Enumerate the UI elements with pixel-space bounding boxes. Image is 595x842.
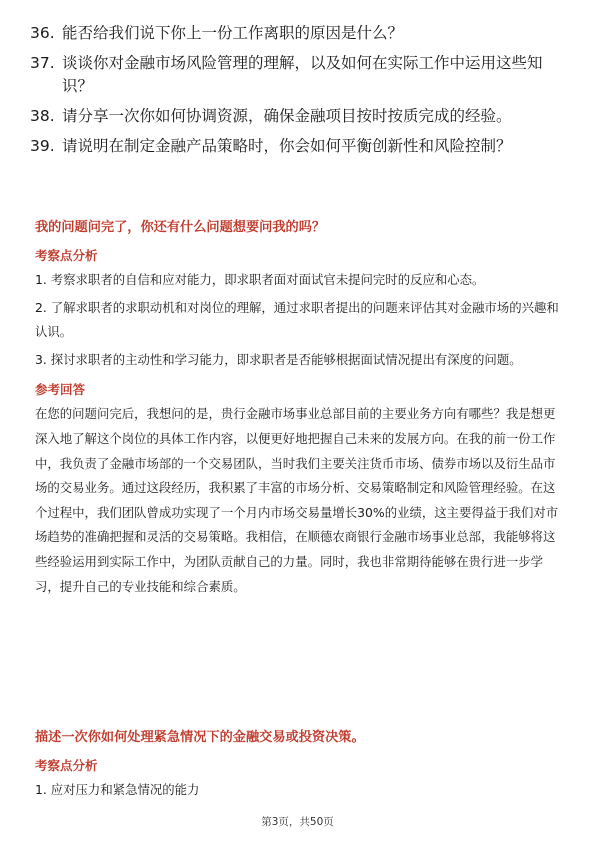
section-title: 我的问题问完了，你还有什么问题想要问我的吗？	[35, 220, 326, 235]
question-number: 36.	[30, 24, 55, 42]
page-footer: 第3页，共50页	[261, 816, 334, 828]
question-text: 请说明在制定金融产品策略时，你会如何平衡创新性和风险控制？	[62, 137, 512, 155]
analysis-label: 考察点分析	[35, 248, 98, 263]
question-item	[30, 105, 565, 128]
question-number: 39.	[30, 137, 55, 155]
question-list	[30, 22, 565, 165]
answer-label: 参考回答	[35, 382, 86, 398]
question-item	[30, 135, 565, 158]
question-item	[30, 22, 565, 45]
answer-paragraph: 在您的问题问完后，我想问的是，贵行金融市场事业总部目前的主要业务方向有哪些？我是想更深入地了解这个岗位的具体工作内容，以便更好地把握自己未来的发展方向。在我的前一份工作中，我负责了金融市场部的一个交易团队，当时我们主要关注货币市场、债券市场以及衍生品市场的交易业务。通过这段经历，我积累了丰富的市场分析、交易策略制定和风险管理经验。在这个过程中，我们团队曾成功实现了一个月内市场交易量增长30%的业绩，这主要得益于我们对市场趋势的准确把握和灵活的交易策略。我相信，在顺德农商银行金融市场事业总部，我能够将这些经验运用到实际工作中，为团队贡献自己的力量。同时，我也非常期待能够在贵行进一步学习，提升自己的专业技能和综合素质。	[35, 406, 559, 594]
question-text: 请分享一次你如何协调资源，确保金融项目按时按质完成的经验。	[62, 107, 512, 125]
analysis-point: 1. 考察求职者的自信和应对能力，即求职者面对面试官未提问完时的反应和心态。	[35, 272, 485, 287]
question-item	[30, 52, 565, 98]
question-number: 38.	[30, 107, 55, 125]
analysis-point: 2. 了解求职者的求职动机和对岗位的理解，通过求职者提出的问题来评估其对金融市场的兴趣和认识。	[35, 299, 559, 340]
section-emergency-decision	[35, 728, 563, 803]
analysis-point: 1. 应对压力和紧急情况的能力	[35, 782, 200, 797]
question-text: 谈谈你对金融市场风险管理的理解，以及如何在实际工作中运用这些知识？	[62, 54, 543, 95]
section-title: 描述一次你如何处理紧急情况下的金融交易或投资决策。	[35, 730, 365, 745]
question-text: 能否给我们说下你上一份工作离职的原因是什么？	[62, 24, 404, 42]
section-followup-question	[35, 218, 563, 599]
analysis-label: 考察点分析	[35, 758, 98, 773]
analysis-point: 3. 探讨求职者的主动性和学习能力，即求职者是否能够根据面试情况提出有深度的问题。	[35, 351, 522, 367]
question-number: 37.	[30, 54, 55, 72]
